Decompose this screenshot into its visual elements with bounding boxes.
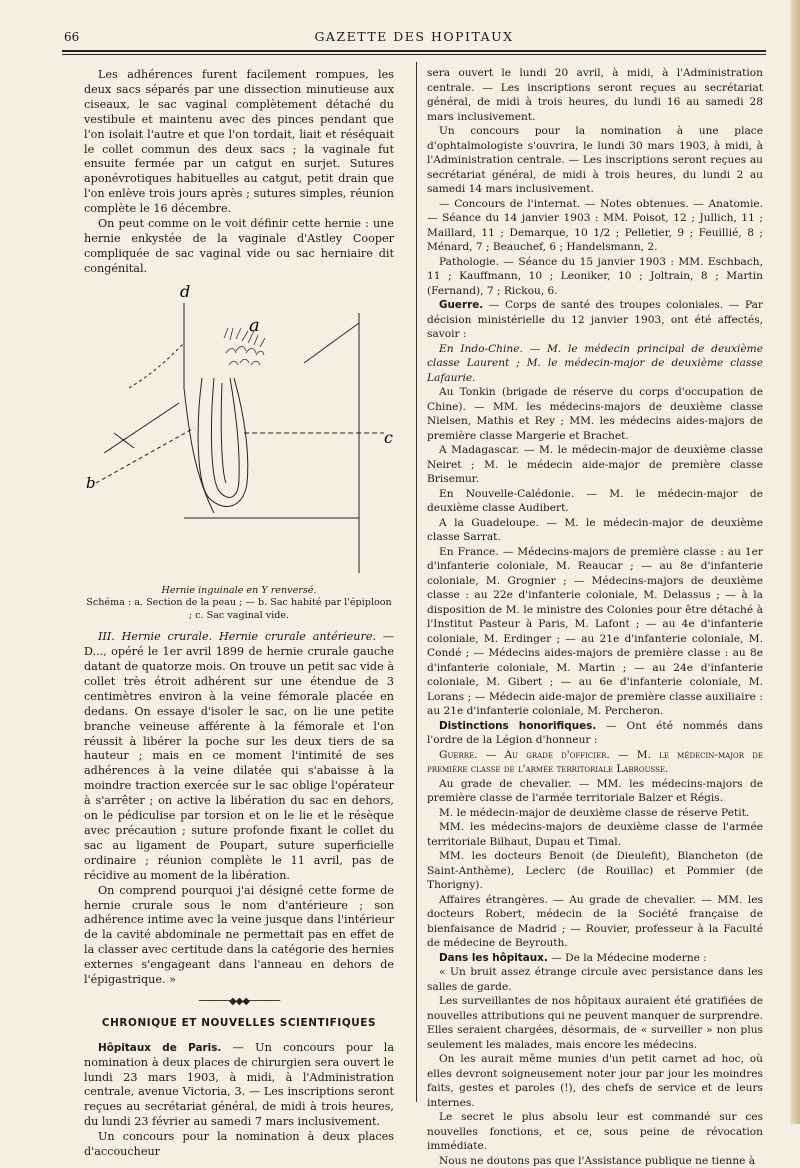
paragraph: A Madagascar. — M. le médecin-major de deuxième classe Neiret ; M. le médecin aide-major de première classe Brisemur. [427, 443, 763, 487]
paragraph: « Un bruit assez étrange circule avec persistance dans les salles de garde. [427, 965, 763, 994]
news-heading: Distinctions honorifiques. [439, 720, 596, 732]
news-heading: Guerre. [439, 299, 483, 311]
journal-title: GAZETTE DES HOPITAUX [62, 29, 766, 44]
paragraph: M. le médecin-major de deuxième classe de réserve Petit. [427, 806, 763, 821]
section-flourish: ──────◆◆◆────── [84, 995, 394, 1010]
paragraph: MM. les docteurs Benoit (de Dieulefit), Blancheton (de Saint-Anthème), Leclerc (de Rouillac) et Pommier (de Thorigny). [427, 849, 763, 893]
news-heading: Dans les hôpitaux. [439, 952, 548, 964]
paragraph: On les aurait même munies d'un petit carnet ad hoc, où elles devront soigneusement noter jour par jour les moindres faits, gestes et paroles (!), des chefs de service et de leurs internes. [427, 1052, 763, 1110]
page-edge [790, 0, 800, 1124]
paragraph: Les surveillantes de nos hôpitaux auraient été gratifiées de nouvelles attributions qui ne peuvent manquer de surprendre. Elles seraient chargées, désormais, de « surveiller » non plus seulement les malades, mais encore les médecins. [427, 994, 763, 1052]
paragraph: Au Tonkin (brigade de réserve du corps d'occupation de Chine). — MM. les médecins-majors de deuxième classe Nielsen, Mathis et Rey ; MM. les médecins aides-majors de première classe Margerie et Brachet. [427, 385, 763, 443]
label-b: b [86, 474, 96, 492]
paragraph: Un concours pour la nomination à deux places d'accoucheur [84, 1130, 394, 1160]
paragraph: Nous ne doutons pas que l'Assistance publique ne tienne à [427, 1154, 763, 1168]
paragraph: En Indo-Chine. — M. le médecin principal de deuxième classe Laurent ; M. le médecin-major de deuxième classe Lafaurie. [427, 342, 763, 386]
page-header [62, 24, 766, 52]
paragraph: Dans les hôpitaux. — De la Médecine moderne : [427, 951, 763, 966]
page-number: 66 [64, 30, 79, 44]
paragraph: Hôpitaux de Paris. — Un concours pour la nomination à deux places de chirurgien sera ouvert le lundi 23 mars 1903, à midi, à l'Administration centrale, avenue Victoria, 3. — Les inscriptions seront reçues au secrétariat général, de midi à trois heures, du lundi 23 février au samedi 7 mars inclusivement. [84, 1041, 394, 1130]
paragraph: On peut comme on le voit définir cette hernie : une hernie enkystée de la vaginale d'Astley Cooper compliquée de sac vaginal vide ou sac herniaire dit congénital. [84, 217, 394, 277]
paragraph: En France. — Médecins-majors de première classe : au 1er d'infanterie coloniale, M. Reaucar ; — au 8e d'infanterie coloniale, M. Grognier ; — Médecins-majors de deuxième classe : au 22e d'infanterie coloniale, M. Delassus ; — à la disposition de M. le ministre des Colonies pour être détaché à l'Institut Pasteur à Paris, M. Lafont ; — au 4e d'infanterie coloniale, M. Erdinger ; — au 21e d'infanterie coloniale, M. Condé ; — Médecins aides-majors de première classe : au 8e d'infanterie coloniale, M. Martin ; — au 24e d'infanterie coloniale, M. Gibert ; — au 6e d'infanterie coloniale, M. Lorans ; — Médecin aide-major de première classe auxiliaire : au 21e d'infanterie coloniale, M. Percheron. [427, 545, 763, 719]
left-column [84, 68, 394, 1160]
figure-caption [84, 585, 394, 623]
label-c: c [384, 428, 393, 447]
label-a: a [249, 315, 260, 336]
caption-title: Hernie inguinale en Y renversé. [84, 585, 394, 598]
caption-text: Schéma : a. Section de la peau ; — b. Sac habité par l'épiploon ; c. Sac vaginal vide. [86, 597, 391, 621]
paragraph: sera ouvert le lundi 20 avril, à midi, à l'Administration centrale. — Les inscriptions seront reçues au secrétariat général, de midi à trois heures, du lundi 16 au samedi 28 mars inclusivement. [427, 66, 763, 124]
paragraph: III. Hernie crurale. Hernie crurale antérieure. — D..., opéré le 1er avril 1899 de hernie crurale gauche datant de quatorze mois. On trouve un petit sac vide à collet très étroit adhérent sur une étendue de 3 centimètres environ à la veine fémorale placée en dedans. On essaye d'isoler le sac, on lie une petite branche veineuse afférente à la fémorale et l'on réussit à libérer la poche sur les deux tiers de sa hauteur ; mais en ce moment l'intimité de ses adhérences à la veine dilatée qui s'abaisse à la moindre traction exercée sur le sac oblige l'opérateur à s'arrêter ; on active la libération du sac en dehors, on le pédiculise par torsion et on le lie et le résèque avec précaution ; suture profonde fixant le collet du sac au ligament de Poupart, suture superficielle ordinaire ; réunion complète le 11 avril, pas de récidive au moment de la libération. [84, 630, 394, 883]
header-rule [62, 50, 766, 52]
hernia-diagram-drawing [84, 283, 394, 583]
paragraph: A la Guadeloupe. — M. le médecin-major de deuxième classe Sarrat. [427, 516, 763, 545]
paragraph: Guerre. — Au grade d'officier. — M. le médecin-major de première classe de l'armée territoriale Labrousse. [427, 748, 763, 777]
header-rule-thin [62, 54, 766, 55]
paragraph: Pathologie. — Séance du 15 janvier 1903 : MM. Eschbach, 11 ; Kauffmann, 10 ; Leoniker, 10 ; Joltrain, 8 ; Martin (Fernand), 7 ; Rickou, 6. [427, 255, 763, 299]
news-heading: Hôpitaux de Paris. [98, 1042, 221, 1054]
label-d: d [180, 283, 190, 301]
paragraph: Un concours pour la nomination à une place d'ophtalmologiste s'ouvrira, le lundi 30 mars 1903, à midi, à l'Administration centrale. — Les inscriptions seront reçues au secrétariat général, de midi à trois heures, du lundi 2 au samedi 14 mars inclusivement. [427, 124, 763, 197]
paragraph: Au grade de chevalier. — MM. les médecins-majors de première classe de l'armée territoriale Balzer et Régis. [427, 777, 763, 806]
paragraph: On comprend pourquoi j'ai désigné cette forme de hernie crurale sous le nom d'antérieure ; son adhérence intime avec la veine jusque dans l'intérieur de la cavité abdominale ne permettait pas en effet de la classer avec certitude dans la catégorie des hernies externes s'engageant dans l'anneau en dehors de l'épigastrique. » [84, 884, 394, 988]
column-divider [416, 62, 417, 1102]
paragraph: Les adhérences furent facilement rompues, les deux sacs séparés par une dissection minutieuse aux ciseaux, le sac vaginal complètement détaché du vestibule et maintenu avec des pinces pendant que l'on isolait l'autre et que l'on tordait, liait et réséquait le collet commun des deux sacs ; la vaginale fut ensuite fermée par un catgut en surjet. Sutures aponévrotiques habituelles au catgut, petit drain que l'on enlève trois jours après ; sutures simples, réunion complète le 16 décembre. [84, 68, 394, 217]
case-heading: III. Hernie crurale. Hernie crurale antérieure. [98, 630, 376, 643]
paragraph: MM. les médecins-majors de deuxième classe de l'armée territoriale Bilhaut, Dupau et Timal. [427, 820, 763, 849]
paragraph: Distinctions honorifiques. — Ont été nommés dans l'ordre de la Légion d'honneur : [427, 719, 763, 748]
paragraph: Guerre. — Corps de santé des troupes coloniales. — Par décision ministérielle du 12 janvier 1903, ont été affectés, savoir : [427, 298, 763, 342]
paragraph: Le secret le plus absolu leur est commandé sur ces nouvelles fonctions, et ce, sous peine de révocation immédiate. [427, 1110, 763, 1154]
section-title: CHRONIQUE ET NOUVELLES SCIENTIFIQUES [84, 1016, 394, 1031]
paragraph: En Nouvelle-Calédonie. — M. le médecin-major de deuxième classe Audibert. [427, 487, 763, 516]
hernia-diagram [84, 283, 394, 583]
right-column [427, 66, 763, 1168]
paragraph: — Concours de l'internat. — Notes obtenues. — Anatomie. — Séance du 14 janvier 1903 : MM. Poisot, 12 ; Jullich, 11 ; Maillard, 11 ; Demarque, 10 1/2 ; Pelletier, 9 ; Feuillié, 8 ; Ménard, 7 ; Beauchef, 6 ; Handelsmann, 2. [427, 197, 763, 255]
paragraph: Affaires étrangères. — Au grade de chevalier. — MM. les docteurs Robert, médecin de la Société française de bienfaisance de Madrid ; — Rouvier, professeur à la Faculté de médecine de Beyrouth. [427, 893, 763, 951]
